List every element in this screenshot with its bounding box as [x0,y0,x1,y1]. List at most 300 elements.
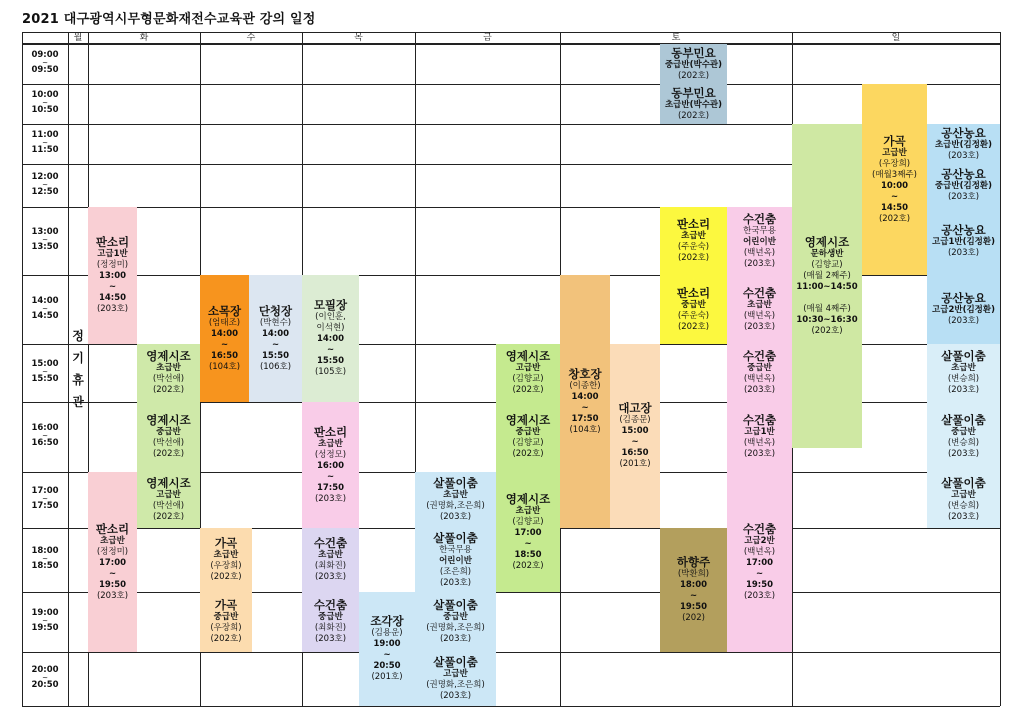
time-separator: ~ [42,139,48,147]
class-block[interactable] [727,207,792,275]
class-room: (203호) [743,258,776,269]
closed-day-label [68,325,88,413]
class-time: 10:00 [880,180,909,191]
class-room: (202호) [152,512,185,522]
class-time: ~ [581,402,589,413]
class-title: 영제시조 [505,413,551,427]
class-block[interactable] [302,275,359,402]
class-title: 영제시조 [505,349,551,363]
class-detail: 한국무용 [743,225,776,236]
class-title: 판소리 [313,424,348,439]
class-block[interactable] [415,472,496,528]
class-detail: (매월 4째주) [803,303,851,314]
day-header: 일 [891,33,901,43]
time-value: 19:50 [31,623,59,633]
class-detail: (우장희) [210,561,242,571]
class-block[interactable] [660,207,727,275]
class-block[interactable] [200,275,249,402]
row-line [22,592,1000,593]
class-detail: 중급반 [443,612,468,622]
class-title: 소목장 [207,303,242,318]
class-block[interactable] [415,528,496,592]
class-block[interactable] [137,344,200,402]
class-title: 살풀이춤 [433,476,478,490]
class-time: ~ [271,339,280,350]
class-detail: (박선애) [152,374,185,384]
class-time: 17:50 [316,482,345,493]
class-detail: 중급반 [318,612,343,622]
time-value: 17:50 [31,501,59,511]
time-label [22,51,68,75]
class-block[interactable] [560,275,610,528]
class-title: 단청장 [258,303,293,318]
class-detail: (우장희) [210,623,242,633]
time-label [22,666,68,690]
time-label [22,487,68,511]
class-detail: 고급2반(김정환) [932,305,995,315]
class-room: (203호) [947,247,980,258]
class-room: (202호) [677,253,710,263]
class-detail: 고급반 [951,490,976,500]
class-time: ~ [755,568,764,579]
time-label [22,173,68,197]
class-detail: (정정미) [96,260,129,270]
class-detail: (정정미) [96,546,129,557]
class-time: 14:00 [571,391,599,402]
class-detail: 문하생반 [810,248,844,259]
class-block[interactable] [302,592,359,652]
class-room: (104호) [569,424,601,435]
class-block[interactable] [792,124,862,448]
class-detail: 초급반 [747,299,772,310]
class-time: 17:00 [514,527,542,538]
class-detail: 초급반 [318,550,343,560]
class-block[interactable] [415,652,496,706]
class-detail: 중급반 [681,299,706,310]
class-block[interactable] [302,402,359,528]
class-room: (203호) [947,316,980,326]
class-block[interactable] [249,275,302,402]
class-room: (202호) [512,385,544,395]
class-title: 수건춤 [313,536,348,550]
time-value: 10:00 [31,90,59,100]
class-time: ~ [326,345,335,355]
class-detail: 고급반 [515,363,541,373]
class-room: (203호) [439,512,472,522]
time-value: 13:50 [31,242,59,252]
class-room: (201호) [371,672,403,682]
class-room: (203호) [439,577,472,588]
class-detail: 초급반(김정환) [934,139,993,150]
class-title: 공산농요 [941,167,986,181]
class-time: 19:50 [679,602,708,612]
class-time: 10:30~16:30 [796,314,858,325]
class-room: (202호) [512,560,544,571]
class-time: 15:50 [316,356,345,366]
class-time: 17:00 [98,557,127,568]
class-time: 17:50 [571,413,599,424]
class-title: 판소리 [95,235,130,249]
class-room: (201호) [619,459,651,469]
class-time: 19:50 [745,579,774,590]
time-value: 18:50 [31,561,59,571]
class-block[interactable] [137,472,200,528]
class-room: (202호) [512,449,544,459]
class-detail: 중급반 [156,427,181,437]
class-title: 가곡 [214,598,238,612]
class-detail: 어린이반 [743,236,776,247]
class-room: (202호) [878,213,911,224]
time-separator: ~ [42,59,48,67]
class-room: (203호) [439,691,472,701]
class-block[interactable] [727,472,792,652]
class-detail: 초급반 [515,505,541,516]
class-time: 18:50 [514,549,542,560]
class-time: 14:50 [98,293,127,303]
class-block[interactable] [660,44,727,84]
class-title: 살풀이춤 [433,655,478,669]
class-block[interactable] [660,528,727,652]
class-block[interactable] [927,402,1000,472]
class-block[interactable] [496,472,560,592]
class-detail: (변승희) [947,438,980,448]
class-title: 공산농요 [941,125,986,140]
class-title: 영제시조 [146,349,191,363]
class-room: (203호) [947,192,980,202]
class-detail: 중급반(김정환) [934,181,993,191]
class-room: (203호) [439,634,472,644]
class-time: 20:50 [373,661,401,671]
class-block[interactable] [660,84,727,124]
class-title: 대고장 [618,401,652,415]
class-title: 창호장 [568,366,602,381]
class-detail: (최화진) [314,623,347,633]
class-detail: 중급반 [747,363,772,373]
class-title: 가곡 [883,133,906,148]
class-detail: (박선애) [152,501,185,511]
day-header: 월 [73,33,83,43]
time-separator: ~ [42,368,48,376]
class-title: 조각장 [370,614,404,628]
class-title: 판소리 [676,285,711,300]
class-time: 13:00 [98,271,127,281]
class-room: (104호) [208,361,241,372]
time-label [22,424,68,448]
class-detail: 초급반 [156,363,181,373]
time-value: 17:00 [31,486,59,496]
class-time: 14:00 [316,334,345,344]
class-room: (202호) [677,321,710,332]
class-detail: 중급반 [951,427,976,437]
closed-char: 휴 [72,373,84,387]
time-label [22,297,68,321]
class-detail: (권명화,조은희) [426,501,485,511]
class-title: 하향주 [676,555,711,569]
class-room: (106호) [259,361,292,372]
class-detail: 고급2반 [744,535,775,546]
time-label [22,91,68,115]
class-time: ~ [631,437,639,447]
day-header: 금 [483,33,492,43]
class-room: (202호) [677,110,710,121]
class-time: 15:00 [621,426,649,436]
class-detail: 중급반(박수관) [664,59,723,70]
class-time: 18:00 [679,580,708,590]
class-block[interactable] [302,528,359,592]
class-title: 수건춤 [313,598,348,612]
closed-char: 기 [72,351,84,365]
time-value: 14:50 [31,310,59,321]
class-detail: (백년옥) [743,546,776,557]
time-value: 19:00 [31,608,59,618]
class-title: 살풀이춤 [433,598,478,612]
class-time: 16:50 [621,448,649,458]
class-detail: (김향교) [811,259,843,270]
row-line [22,84,1000,85]
time-separator: ~ [42,617,48,625]
time-separator: ~ [42,555,48,563]
class-title: 수건춤 [742,285,777,300]
class-time: 15:50 [261,350,290,361]
class-room: (203호) [743,321,776,332]
class-time: ~ [108,568,117,579]
class-title: 모필장 [313,298,348,312]
class-room: (202호) [210,572,242,582]
class-block[interactable] [927,472,1000,528]
class-room: (203호) [743,385,776,395]
day-header: 목 [354,33,363,43]
class-time: 14:00 [210,328,239,339]
class-time: 16:00 [316,460,345,471]
closed-char: 관 [72,395,84,409]
class-detail: (우장희) [878,158,911,169]
time-value: 20:50 [31,680,59,690]
class-title: 수건춤 [742,211,777,226]
class-room: (203호) [947,385,980,395]
class-detail: (박현수) [259,317,292,328]
class-detail: (김종문) [619,415,651,425]
class-detail: 고급반 [882,147,907,158]
class-block[interactable] [727,344,792,402]
row-line [22,652,1000,653]
class-block[interactable] [200,528,252,592]
class-detail: (김향교) [512,438,544,448]
class-time: 19:00 [373,639,401,649]
time-value: 13:00 [31,227,59,237]
class-detail: (백년옥) [743,374,776,384]
class-detail: (매월 2째주) [803,270,851,281]
class-time: ~ [689,591,698,601]
page-title: 2021 대구광역시무형문화재전수교육관 강의 일정 [22,12,316,27]
class-title: 영제시조 [505,491,551,506]
time-separator: ~ [42,99,48,107]
class-block[interactable] [927,207,1000,275]
class-detail: (김향교) [512,374,544,384]
class-detail: 고급반 [443,669,468,679]
closed-char: 정 [72,329,84,343]
class-time: 14:00 [261,328,290,339]
class-room: (202호) [152,449,185,459]
class-title: 영제시조 [146,476,191,490]
class-room: (202호) [152,385,185,395]
class-detail: (백년옥) [743,310,776,321]
class-detail: (권명화,조은희) [426,680,485,690]
class-detail: (조은희) [439,566,472,577]
class-detail: (박환희) [677,569,710,579]
time-label [22,360,68,384]
class-block[interactable] [862,84,927,275]
class-detail: 이석현) [316,323,345,333]
class-title: 살풀이춤 [941,476,986,490]
class-detail: (김용운) [371,628,403,638]
class-block[interactable] [727,275,792,344]
class-detail: 고급1반 [97,249,128,259]
class-block[interactable] [496,344,560,402]
class-detail: 초급반(박수관) [664,99,723,110]
class-room: (202) [682,613,705,623]
time-value: 20:00 [31,665,59,675]
class-block[interactable] [927,275,1000,344]
time-value: 11:00 [31,130,59,140]
class-title: 수건춤 [742,521,777,536]
class-room: (203호) [947,150,980,161]
class-block[interactable] [496,402,560,472]
class-room: (203호) [314,634,347,644]
class-detail: (주운숙) [677,242,710,252]
class-room: (203호) [947,512,980,522]
class-block[interactable] [88,472,137,652]
class-detail: 중급반 [515,427,541,437]
class-title: 영제시조 [804,234,850,249]
class-block[interactable] [927,344,1000,402]
day-header: 토 [671,33,681,43]
time-separator: ~ [42,236,48,244]
class-room: (203호) [96,304,129,314]
class-room: (203호) [96,590,129,601]
class-time: ~ [326,471,335,482]
class-detail: (변승희) [947,501,980,511]
class-detail: (이인훈, [315,312,346,322]
time-value: 15:50 [31,374,59,384]
time-label [22,228,68,252]
class-time: 17:00 [745,557,774,568]
row-line [22,44,1000,45]
class-detail: (변승희) [947,374,980,384]
time-value: 09:50 [31,65,59,75]
class-detail: (백년옥) [743,247,776,258]
class-detail: 고급반 [156,490,181,500]
class-block[interactable] [137,402,200,472]
class-title: 공산농요 [941,291,986,305]
time-separator: ~ [42,495,48,503]
time-value: 12:00 [31,171,59,182]
heading-line [22,32,1000,33]
class-title: 수건춤 [742,349,777,363]
class-detail: (백년옥) [743,438,776,448]
class-title: 동부민요 [671,85,716,100]
time-separator: ~ [42,304,48,313]
class-detail: 한국무용 [439,544,472,555]
class-time: ~ [108,282,117,292]
day-header: 화 [139,33,149,43]
class-detail: (박선애) [152,438,185,448]
class-room: (203호) [743,449,776,459]
class-detail: (매월3째주) [872,169,917,180]
class-time: 19:50 [98,579,127,590]
class-time: 14:50 [880,202,909,213]
time-label [22,609,68,633]
time-value: 16:50 [31,438,59,448]
class-detail: 고급1반(김정환) [932,236,995,247]
class-room: (202호) [210,634,242,644]
class-detail: 고급1반 [744,427,775,437]
class-block[interactable] [88,207,137,344]
class-title: 영제시조 [146,413,191,427]
class-detail: (김향교) [512,516,544,527]
class-detail: 초급반 [100,535,125,546]
class-detail [826,293,829,304]
class-detail: 어린이반 [439,555,472,566]
class-detail: 초급반 [951,363,976,373]
class-detail: (권명화,조은희) [426,623,485,633]
time-value: 14:00 [31,295,59,306]
class-block[interactable] [927,124,1000,164]
time-separator: ~ [42,180,48,189]
class-title: 판소리 [676,217,711,231]
class-room: (203호) [947,449,980,459]
class-room: (202호) [677,70,710,81]
class-room: (203호) [743,590,776,601]
class-detail: 초급반 [681,231,706,241]
class-title: 가곡 [214,536,238,550]
day-header: 수 [246,33,256,43]
class-title: 공산농요 [941,222,986,237]
column-line [1000,32,1001,706]
class-title: 수건춤 [742,413,777,427]
class-room: (203호) [314,493,347,504]
class-block[interactable] [610,344,660,528]
class-detail: (이종한) [569,380,601,391]
class-block[interactable] [660,275,727,344]
class-time: ~ [383,650,391,660]
class-room: (203호) [314,572,347,582]
time-separator: ~ [42,674,48,682]
class-title: 동부민요 [671,45,716,60]
class-block[interactable] [727,402,792,472]
class-detail: 초급반 [318,438,343,449]
class-time: 11:00~14:50 [796,281,858,292]
row-line [22,706,1000,707]
time-value: 15:00 [31,359,59,369]
class-block[interactable] [927,164,1000,207]
class-detail: 초급반 [443,490,468,500]
class-detail: (성정모) [314,449,347,460]
time-value: 12:50 [31,186,59,197]
time-value: 09:00 [31,50,59,60]
class-block[interactable] [200,592,252,652]
class-time: ~ [524,538,532,549]
time-value: 18:00 [31,546,59,556]
class-title: 살풀이춤 [433,530,478,545]
class-detail: (주운숙) [677,310,710,321]
class-block[interactable] [359,592,415,706]
time-value: 10:50 [31,105,59,115]
time-label [22,131,68,155]
class-detail: 중급반 [213,612,239,622]
class-time: 16:50 [210,350,239,361]
class-block[interactable] [415,592,496,652]
time-separator: ~ [42,432,48,440]
